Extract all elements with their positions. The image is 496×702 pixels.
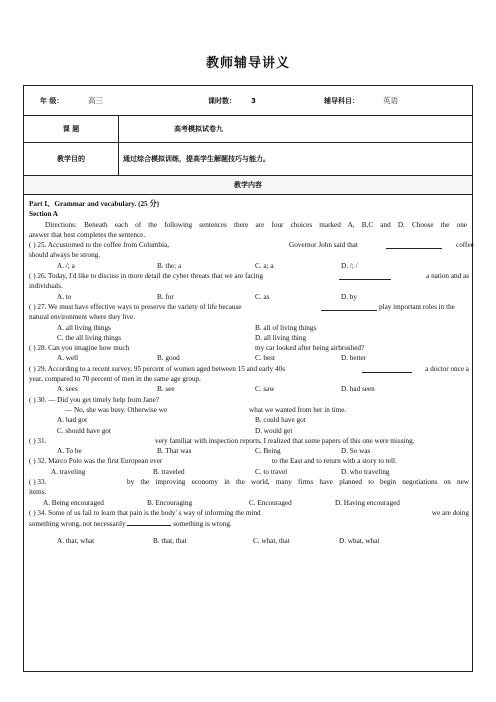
- topic-value: 高考模拟试卷九: [174, 125, 223, 133]
- q34-text-4: something is wrong.: [173, 520, 232, 529]
- q33-option-a: A. Being encouraged: [43, 498, 104, 507]
- q30-option-b: B. could have got: [255, 416, 306, 425]
- question-30: ( ) 30. — Did you get timely help from Jane?: [29, 395, 159, 404]
- q30-text-3: what we wanted from her in time.: [249, 405, 347, 414]
- q30-options-row2: [29, 426, 467, 436]
- q32-text: ( ) 32. Marco Polo was the first European ever: [29, 457, 163, 466]
- q32-options: [29, 467, 467, 477]
- q30-option-d: D. would get: [255, 426, 293, 435]
- q33-option-d: D. Having encouraged: [335, 498, 400, 507]
- q26-option-c: C. as: [255, 292, 270, 301]
- q32-option-c: C. to travel: [255, 467, 288, 476]
- content-label: 教学内容: [234, 181, 262, 189]
- q28-text-2: my car looked after being airbrushed?: [255, 344, 365, 353]
- q26-options: [29, 292, 467, 302]
- q30-option-a: A. had got: [57, 416, 88, 425]
- q34-option-c: C. what, that: [253, 536, 290, 545]
- q27-text-2: play important roles in the: [379, 302, 455, 311]
- q25-options: [29, 261, 467, 271]
- q25-option-c: C. a; a: [255, 261, 274, 270]
- q25-text: ( ) 25. Accustomed to the coffee from Columbia,: [29, 241, 169, 250]
- q33-text-3: items.: [29, 488, 47, 497]
- topic-label: 课 题: [62, 125, 80, 133]
- q29-option-a: A. sees: [57, 385, 78, 394]
- q27-options-row1: [29, 323, 467, 333]
- q31-text-2: very familiar with inspection reports, I realized that some papers of this one were missing.: [155, 436, 415, 445]
- q27-option-b: B. all of living things: [255, 323, 317, 332]
- q26-option-a: A. to: [57, 292, 72, 301]
- q28-option-d: D. better: [341, 354, 367, 363]
- q27-text: ( ) 27. We must have effective ways to preserve the variety of life because: [29, 302, 242, 311]
- q29-blank: [362, 365, 412, 373]
- q30-text-row: [29, 405, 467, 415]
- q34-text-row: [29, 518, 467, 528]
- q34-text: ( ) 34. Some of us fail to learn that pain is the body' s way of informing the mind: [29, 508, 261, 517]
- q29-text-2: a doctor once a: [425, 364, 469, 373]
- lesson-table: [23, 85, 473, 672]
- goal-label: 教学目的: [57, 155, 85, 163]
- q28-options: [29, 353, 467, 363]
- q25-option-a: A. /; a: [57, 261, 75, 270]
- q26-text: ( ) 26. Today, I'd like to discuss in more detail the cyber threats that we are facing: [29, 272, 263, 281]
- q27-options-row2: [29, 333, 467, 343]
- q29-text: ( ) 29. According to a recent survey, 95 percent of women aged between 15 and early 40s: [29, 364, 285, 373]
- q33-options: [29, 498, 467, 508]
- hours-label: 课时数：: [208, 96, 236, 105]
- grade-value: 高三: [88, 96, 103, 105]
- header-row-info: [24, 86, 472, 116]
- q31-option-b: B. That was: [157, 447, 192, 456]
- question-27: [29, 302, 467, 312]
- q32-option-b: B. traveled: [153, 467, 185, 476]
- q26-option-d: D. by: [341, 292, 357, 301]
- q26-blank: [339, 272, 391, 280]
- question-25: [29, 240, 474, 250]
- q28-option-a: A. well: [57, 354, 79, 363]
- directions-line-2: answer that best completes the sentence.: [29, 230, 146, 239]
- q34-blank: [127, 518, 171, 526]
- q32-option-a: A. traveling: [51, 467, 86, 476]
- q34-option-a: A. that, what: [57, 536, 95, 545]
- header-row-topic: [24, 116, 472, 143]
- q33-option-c: C. Encouraged: [249, 498, 292, 507]
- exercise-content: [29, 199, 474, 546]
- q33-text: ( ) 33.: [29, 478, 47, 487]
- grade-label: 年 级：: [40, 96, 64, 105]
- q31-option-a: A. To be: [57, 447, 82, 456]
- question-33: [29, 477, 467, 487]
- q26-text-2: a nation and as: [426, 272, 469, 281]
- q28-text: ( ) 28. Can you imagine how much: [29, 344, 130, 353]
- q31-text: ( ) 31.: [29, 436, 47, 445]
- question-28: [29, 343, 467, 353]
- subject-value: 英语: [383, 96, 398, 105]
- q33-text-2: by the improving economy in the world, many firms have planned to begin negotiations on new: [127, 478, 469, 487]
- q29-text-3: year, compared to 70 percent of men in the same age group.: [29, 375, 201, 384]
- q29-option-c: C. saw: [255, 385, 275, 394]
- q34-option-b: B. that, that: [153, 536, 187, 545]
- question-31: [29, 436, 467, 446]
- question-32: [29, 456, 467, 466]
- q30-options-row1: [29, 415, 467, 425]
- q34-text-2: we are doing: [431, 508, 469, 517]
- q28-option-c: C. best: [255, 354, 275, 363]
- subject-label: 辅导科目：: [324, 96, 359, 105]
- directions-line-1: Directions: Beneath each of the following sentences there are four choices marked A, B,C and D. Choose the one: [45, 220, 467, 229]
- q26-text-3: individuals.: [29, 282, 63, 291]
- q27-option-c: C. the all living things: [57, 333, 122, 342]
- q27-option-d: D. all living thing: [255, 333, 307, 342]
- hours-value: 3: [251, 96, 256, 105]
- q34-text-3: something wrong, not necessarily: [29, 520, 126, 529]
- q25-text-2: Governor John said that: [289, 241, 358, 250]
- q25-text-4: should always be strong.: [29, 251, 101, 260]
- header-row-goal: [24, 143, 472, 176]
- q31-option-d: D. So was: [341, 447, 371, 456]
- content-header-row: [24, 176, 472, 195]
- q25-blank: [386, 241, 442, 249]
- q29-options: [29, 384, 467, 394]
- q32-text-2: to the East and to return with a story to tell.: [272, 457, 397, 466]
- question-34: [29, 508, 467, 518]
- goal-value: 通过综合模拟训练，提高学生解题技巧与能力。: [123, 155, 270, 163]
- q32-option-d: D. who traveling: [341, 467, 390, 476]
- q29-option-b: B. see: [157, 385, 175, 394]
- q28-option-b: B. good: [157, 354, 180, 363]
- part-heading: Part I、Grammar and vocabulary. (25 分): [29, 200, 160, 208]
- q29-option-d: D. had seen: [341, 385, 375, 394]
- q27-blank: [321, 303, 377, 311]
- q27-text-3: natural environment where they live.: [29, 313, 135, 322]
- q25-option-d: D. /; /: [341, 261, 358, 270]
- q27-option-a: A. all living things: [57, 323, 111, 332]
- q34-options: [29, 536, 467, 546]
- section-heading: Section A: [29, 210, 58, 219]
- document-title: 教师辅导讲义: [205, 56, 290, 71]
- q31-option-c: C. Being: [255, 447, 281, 456]
- q30-text-2: — No, she was busy. Otherwise we: [65, 405, 168, 414]
- question-26: [29, 271, 467, 281]
- q25-option-b: B. the; a: [157, 261, 182, 270]
- q26-option-b: B. for: [157, 292, 174, 301]
- q33-option-b: B. Encouraging: [147, 498, 193, 507]
- q30-option-c: C. should have got: [57, 426, 111, 435]
- q25-text-3: coffee: [456, 241, 474, 250]
- q31-options: [29, 446, 467, 456]
- q34-option-d: D. what, what: [339, 536, 380, 545]
- question-29: [29, 364, 467, 374]
